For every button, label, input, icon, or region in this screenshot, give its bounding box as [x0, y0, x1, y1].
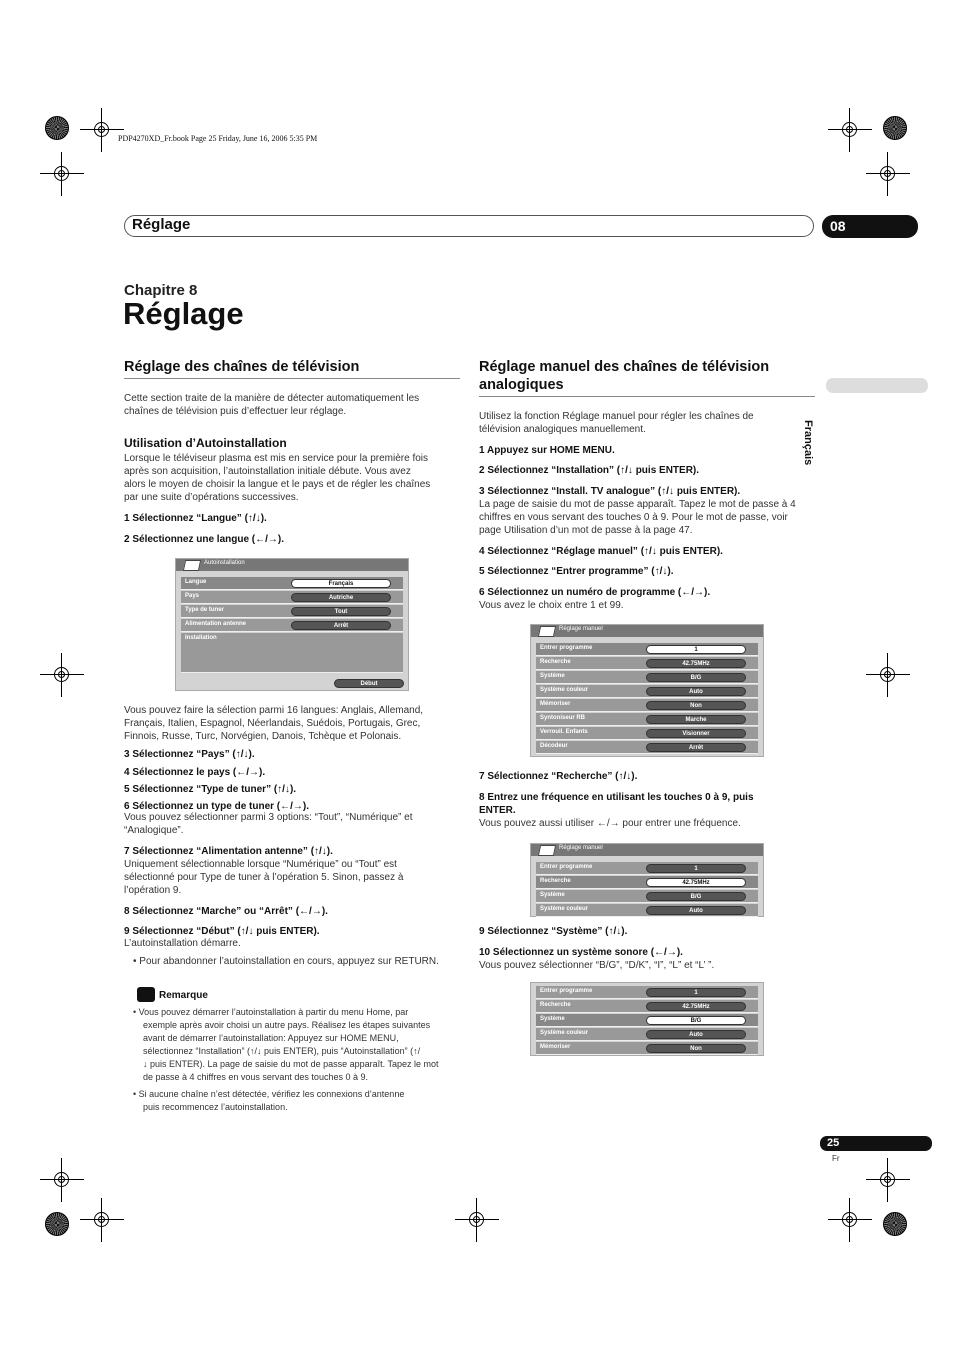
registration-wheel-bottom-left	[45, 1212, 69, 1236]
crop-mark-bottom-right	[828, 1198, 872, 1242]
right-step7: 7 Sélectionnez “Recherche” (↑/↓).	[479, 771, 638, 782]
panel-row[interactable]: Type de tuner Tout	[181, 605, 403, 618]
left-step9: 9 Sélectionnez “Début” (↑/↓ puis ENTER).	[124, 926, 320, 937]
panel-row[interactable]: Mémoriser Non	[536, 1042, 758, 1055]
left-subheading: Utilisation d’Autoinstallation	[124, 436, 287, 450]
right-step8: 8 Entrez une fréquence en utilisant les touches 0 à 9, puis ENTER.	[479, 792, 754, 816]
crop-mark-top-left-2	[40, 152, 84, 196]
tv-menu-icon	[538, 845, 556, 856]
manual-tuning-panel-frequency	[530, 843, 764, 917]
right-intro: Utilisez la fonction Réglage manuel pour régler les chaînes de télévision analogiques manuellement.	[479, 411, 754, 435]
right-step10: 10 Sélectionnez un système sonore (←/→).	[479, 947, 683, 958]
right-step6: 6 Sélectionnez un numéro de programme (←/→).	[479, 587, 711, 598]
left-para1: Lorsque le téléviseur plasma est mis en service pour la première fois après son acquisition, l’autoinstallation initiale débute. Vous avez alors le moyen de choisir la langue et le pays et de régler les chaînes par une suite d’opérations successives.	[124, 453, 431, 503]
left-step1: 1 Sélectionnez “Langue” (↑/↓).	[124, 513, 267, 524]
left-step6: 6 Sélectionnez un type de tuner (←/→).	[124, 801, 310, 812]
right-step2: 2 Sélectionnez “Installation” (↑/↓ puis ENTER).	[479, 465, 700, 476]
crop-mark-top-right	[828, 108, 872, 152]
crop-mark-top-right-2	[866, 152, 910, 196]
right-step3-text: La page de saisie du mot de passe apparaît. Tapez le mot de passe à 4 chiffres en vous servant des touches 0 à 9. Pour le mot de passe, voir page Utilisation d’un mot de passe à la page 47.	[479, 499, 796, 536]
panel-row[interactable]: Système couleur Auto	[536, 685, 758, 698]
crop-mark-top-left	[80, 108, 124, 152]
crop-mark-bottom-right-2	[866, 1158, 910, 1202]
left-heading-rule	[124, 378, 460, 379]
language-tab	[826, 378, 928, 393]
panel-row[interactable]: Alimentation antenne Arrêt	[181, 619, 403, 632]
right-step6-text: Vous avez le choix entre 1 et 99.	[479, 600, 624, 611]
right-step3: 3 Sélectionnez “Install. TV analogue” (↑/↓ puis ENTER).	[479, 486, 741, 497]
panel-row[interactable]: Système couleur Auto	[536, 904, 758, 917]
chapter-title: Réglage	[123, 296, 244, 331]
panel-row[interactable]: Langue Français	[181, 577, 403, 590]
autoinstallation-panel	[175, 558, 409, 691]
left-para2: Vous pouvez faire la sélection parmi 16 langues: Anglais, Allemand, Français, Italien, Espagnol, Néerlandais, Suédois, Portugais, Grec, Finnois, Russe, Turc, Norvégien, Danois, Tchèque et Polonais.	[124, 705, 424, 742]
panel-title: Réglage manuel	[559, 845, 603, 851]
right-step1: 1 Appuyez sur HOME MENU.	[479, 445, 615, 456]
panel-row[interactable]: Verrouil. Enfants Visionner	[536, 727, 758, 740]
panel-row[interactable]: Système B/G	[536, 890, 758, 903]
panel-row[interactable]: Entrer programme 1	[536, 643, 758, 656]
left-step2: 2 Sélectionnez une langue (←/→).	[124, 534, 285, 545]
tv-menu-icon	[183, 560, 201, 571]
right-step5: 5 Sélectionnez “Entrer programme” (↑/↓).	[479, 566, 674, 577]
panel-row[interactable]: Entrer programme 1	[536, 986, 758, 999]
panel-row[interactable]: Installation	[181, 633, 403, 673]
language-tab-label: Français	[802, 420, 814, 466]
left-step7: 7 Sélectionnez “Alimentation antenne” (↑/↓).	[124, 846, 333, 857]
chapter-number-tab: 08	[822, 215, 918, 238]
crop-mark-bottom-center	[455, 1198, 499, 1242]
start-button[interactable]: Début	[334, 679, 404, 688]
book-header: PDP4270XD_Fr.book Page 25 Friday, June 16, 2006 5:35 PM	[118, 134, 318, 143]
panel-row[interactable]: Entrer programme 1	[536, 862, 758, 875]
remark-bullet-1: • Vous pouvez démarrer l’autoinstallation à partir du menu Home, par exemple après avoir choisi un autre pays. Réalisez les étapes suivantes avant de démarrer l’autoinstallation: Appuyez sur HOME MENU, sélectionnez “Installation” (↑/↓ puis ENTER), puis “Autoinstallation” (↑/ ↓ puis ENTER). La page de saisie du mot de passe apparaît. Tapez le mot de passe à 4 chiffres en vous servant des touches 0 à 9.	[133, 1007, 439, 1082]
registration-wheel-bottom-right	[883, 1212, 907, 1236]
manual-tuning-panel-system	[530, 982, 764, 1056]
pencil-icon	[137, 987, 155, 1002]
panel-title: Autoinstallation	[204, 560, 245, 566]
left-heading: Réglage des chaînes de télévision	[124, 359, 360, 375]
crop-mark-right-mid	[866, 653, 910, 697]
panel-row[interactable]: Mémoriser Non	[536, 699, 758, 712]
left-step6-text: Vous pouvez sélectionner parmi 3 options: “Tout”, “Numérique” et “Analogique”.	[124, 812, 413, 836]
panel-row[interactable]: Recherche 42.75MHz	[536, 657, 758, 670]
registration-wheel-top-right	[883, 116, 907, 140]
page-lang: Fr	[832, 1154, 840, 1163]
right-step9: 9 Sélectionnez “Système” (↑/↓).	[479, 926, 628, 937]
panel-row[interactable]: Pays Autriche	[181, 591, 403, 604]
panel-row[interactable]: Système couleur Auto	[536, 1028, 758, 1041]
left-bullet-return: • Pour abandonner l’autoinstallation en cours, appuyez sur RETURN.	[133, 956, 439, 967]
page-number: 25	[820, 1136, 932, 1151]
left-step9-text: L’autoinstallation démarre.	[124, 938, 241, 949]
remark-title: Remarque	[159, 990, 208, 1001]
left-intro: Cette section traite de la manière de détecter automatiquement les chaînes de télévision puis d’effectuer leur réglage.	[124, 393, 420, 417]
header-title: Réglage	[132, 216, 191, 233]
panel-title: Réglage manuel	[559, 626, 603, 632]
right-step8-text: Vous pouvez aussi utiliser ←/→ pour entrer une fréquence.	[479, 818, 741, 829]
right-heading-rule	[479, 396, 815, 397]
left-step5: 5 Sélectionnez “Type de tuner” (↑/↓).	[124, 784, 297, 795]
panel-row[interactable]: Recherche 42.75MHz	[536, 1000, 758, 1013]
right-heading: Réglage manuel des chaînes de télévision analogiques	[479, 359, 770, 393]
panel-row[interactable]: Recherche 42.75MHz	[536, 876, 758, 889]
chapter-label: Chapitre 8	[124, 282, 198, 299]
left-step7-text: Uniquement sélectionnable lorsque “Numérique” ou “Tout” est sélectionné pour Type de tuner à l’opération 5. Sinon, passez à l’opération 9.	[124, 859, 404, 896]
header-bar	[124, 215, 814, 237]
right-step4: 4 Sélectionnez “Réglage manuel” (↑/↓ puis ENTER).	[479, 546, 723, 557]
left-step8: 8 Sélectionnez “Marche” ou “Arrêt” (←/→).	[124, 906, 328, 917]
crop-mark-bottom-left-2	[80, 1198, 124, 1242]
registration-wheel-top-left	[45, 116, 69, 140]
left-step4: 4 Sélectionnez le pays (←/→).	[124, 767, 266, 778]
tv-menu-icon	[538, 626, 556, 637]
crop-mark-bottom-left	[40, 1158, 84, 1202]
panel-row[interactable]: Système B/G	[536, 1014, 758, 1027]
manual-tuning-panel	[530, 624, 764, 757]
panel-row[interactable]: Système B/G	[536, 671, 758, 684]
right-step10-text: Vous pouvez sélectionner “B/G”, “D/K”, “I”, “L” et “L’ ”.	[479, 960, 715, 971]
left-step3: 3 Sélectionnez “Pays” (↑/↓).	[124, 749, 255, 760]
panel-row[interactable]: Syntoniseur RB Marche	[536, 713, 758, 726]
remark-bullet-2: • Si aucune chaîne n’est détectée, vérifiez les connexions d’antenne puis recommencez l’autoinstallation.	[133, 1089, 405, 1112]
panel-row[interactable]: Décodeur Arrêt	[536, 741, 758, 754]
crop-mark-left-mid	[40, 653, 84, 697]
